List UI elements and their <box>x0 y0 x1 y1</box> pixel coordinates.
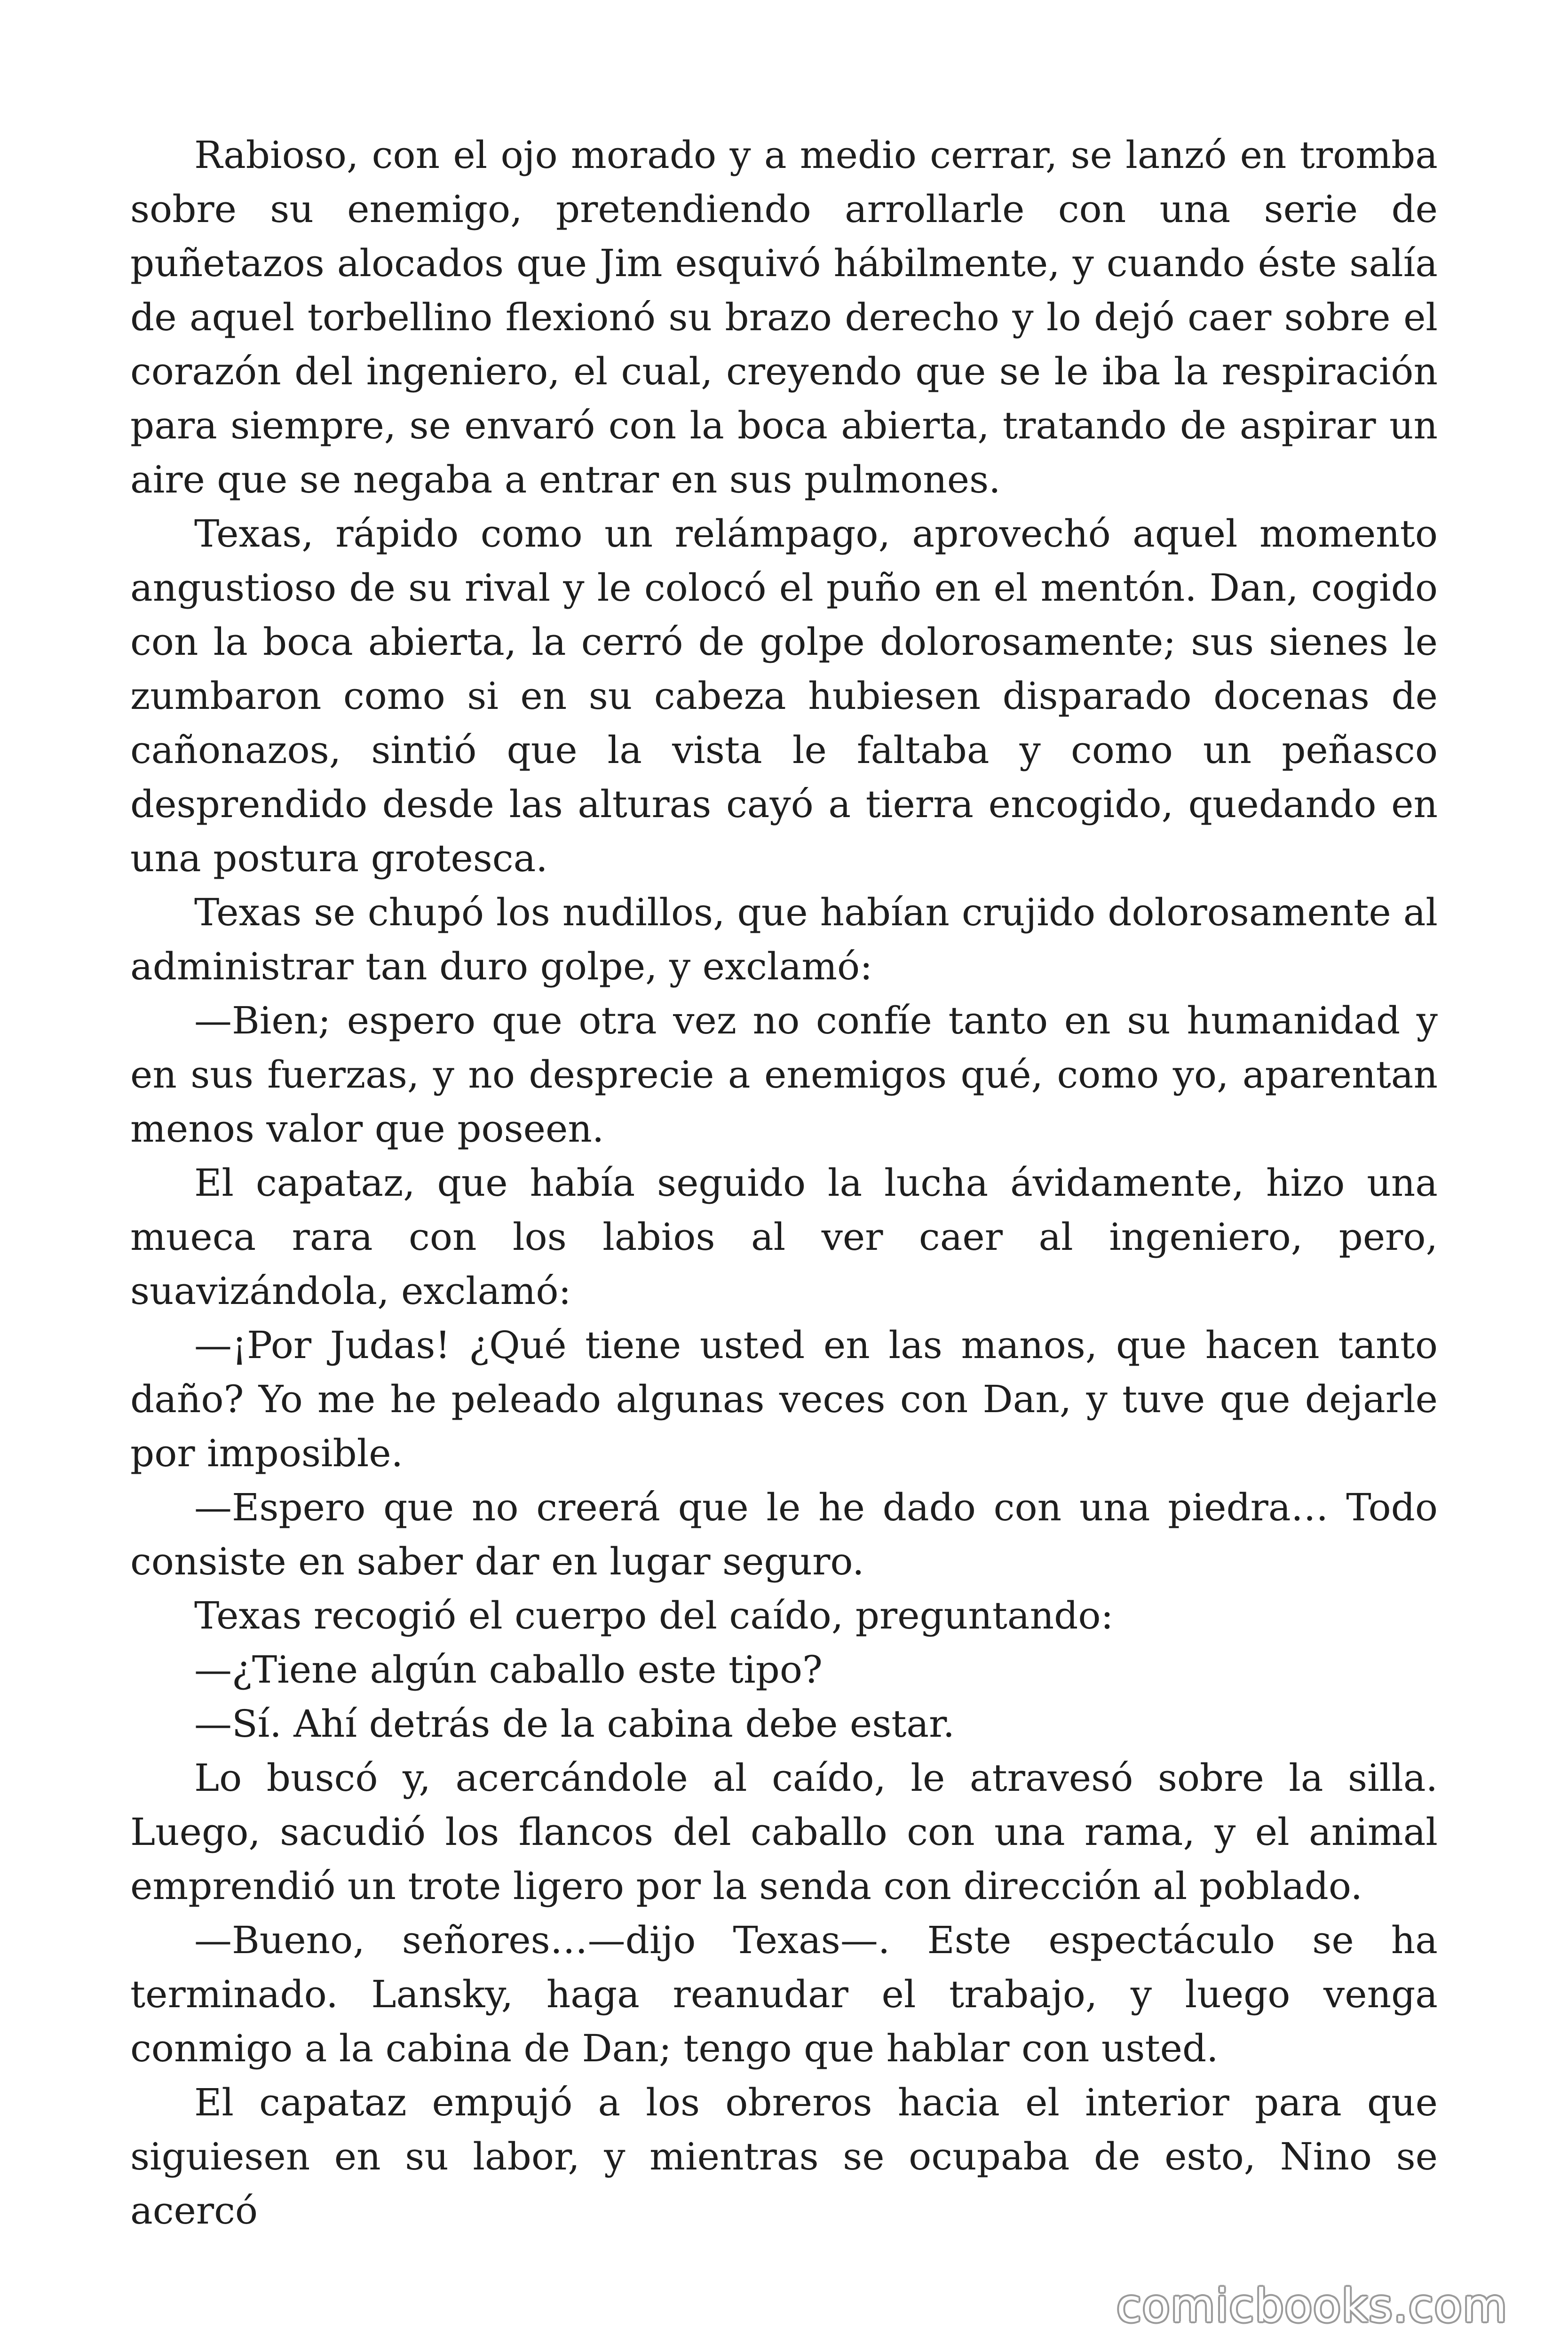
paragraph: Texas, rápido como un relámpago, aprovechó aquel momento angustioso de su rival y le colocó el puño en el mentón. Dan, cogido con la boca abierta, la cerró de golpe dolorosamente; sus sienes le zumbaron como si en su cabeza hubiesen disparado docenas de cañonazos, sintió que la vista le faltaba y como un peñasco desprendido desde las alturas cayó a tierra encogido, quedando en una postura grotesca. <box>130 512 1438 880</box>
paragraph: Texas recogió el cuerpo del caído, preguntando: <box>194 1594 1114 1637</box>
paragraph: El capataz empujó a los obreros hacia el interior para que siguiesen en su labor, y mientras se ocupaba de esto, Nino se acercó <box>130 2081 1438 2233</box>
watermark: comicbooks.com <box>1116 2280 1508 2332</box>
text-column <box>130 128 1438 2238</box>
dialogue-paragraph: —¡Por Judas! ¿Qué tiene usted en las manos, que hacen tanto daño? Yo me he peleado algunas veces con Dan, y tuve que dejarle por imposible. <box>130 1323 1438 1475</box>
paragraph: El capataz, que había seguido la lucha ávidamente, hizo una mueca rara con los labios al ver caer al ingeniero, pero, suavizándola, exclamó: <box>130 1161 1438 1313</box>
dialogue-paragraph: —Bueno, señores…—dijo Texas—. Este espectáculo se ha terminado. Lansky, haga reanudar el trabajo, y luego venga conmigo a la cabina de Dan; tengo que hablar con usted. <box>130 1918 1438 2070</box>
dialogue-paragraph: —Bien; espero que otra vez no confíe tanto en su humanidad y en sus fuerzas, y no desprecie a enemigos qué, como yo, aparentan menos valor que poseen. <box>130 999 1438 1151</box>
dialogue-paragraph: —Sí. Ahí detrás de la cabina debe estar. <box>194 1702 955 1746</box>
dialogue-paragraph: —Espero que no creerá que le he dado con una piedra… Todo consiste en saber dar en lugar seguro. <box>130 1486 1438 1583</box>
paragraph: Texas se chupó los nudillos, que habían crujido dolorosamente al administrar tan duro golpe, y exclamó: <box>130 890 1438 988</box>
dialogue-paragraph: —¿Tiene algún caballo este tipo? <box>194 1648 823 1692</box>
paragraph: Rabioso, con el ojo morado y a medio cerrar, se lanzó en tromba sobre su enemigo, pretendiendo arrollarle con una serie de puñetazos alocados que Jim esquivó hábilmente, y cuando éste salía de aquel torbellino flexionó su brazo derecho y lo dejó caer sobre el corazón del ingeniero, el cual, creyendo que se le iba la respiración para siempre, se envaró con la boca abierta, tratando de aspirar un aire que se negaba a entrar en sus pulmones. <box>130 133 1438 501</box>
paragraph: Lo buscó y, acercándole al caído, le atravesó sobre la silla. Luego, sacudió los flancos del caballo con una rama, y el animal emprendió un trote ligero por la senda con dirección al poblado. <box>130 1756 1438 1908</box>
